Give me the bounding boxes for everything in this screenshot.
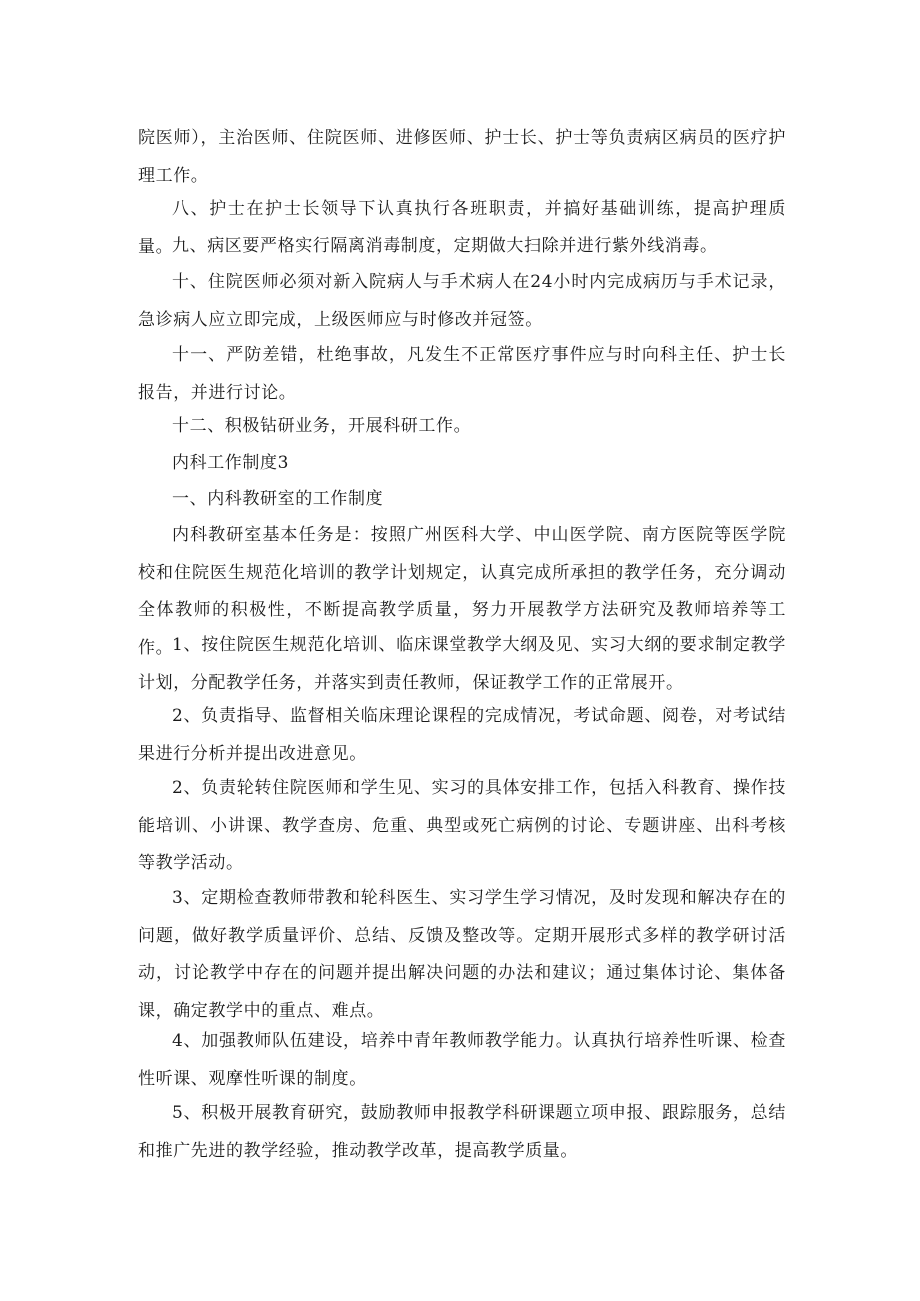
- paragraph-item-9: 九、病区要严格实行隔离消毒制度，定期做大扫除并进行紫外线消毒。: [172, 236, 718, 256]
- paragraph-continuation: 院医师），主治医师、住院医师、进修医师、护士长、护士等负责病区病员的医疗护理工作。: [138, 128, 786, 186]
- paragraph-task-3: 3、定期检查教师带教和轮科医生、实习学生学习情况，及时发现和解决存在的问题，做好教学质量评价、总结、反馈及整改等。定期开展形式多样的教学研讨活动，讨论教学中存在的问题并提出解决问题的办法和建议；通过集体讨论、集体备课，确定教学中的重点、难点。: [138, 888, 786, 1021]
- paragraph-item-12: 十二、积极钻研业务，开展科研工作。: [172, 416, 472, 436]
- paragraph-item-8: 八、护士在护士长领导下认真执行各班职责，并搞好基础训练，提高护理质量。: [138, 199, 786, 257]
- paragraph-task-2a: 2、负责指导、监督相关临床理论课程的完成情况，考试命题、阅卷，对考试结果进行分析并提出改进意见。: [138, 706, 786, 764]
- paragraph-task-2b: 2、负责轮转住院医师和学生见、实习的具体安排工作，包括入科教育、操作技能培训、小讲课、教学查房、危重、典型或死亡病例的讨论、专题讲座、出科考核等教学活动。: [138, 778, 786, 873]
- paragraph-item-11: 十一、严防差错，杜绝事故，凡发生不正常医疗事件应与时向科主任、护士长报告，并进行讨论。: [138, 345, 786, 403]
- paragraph-task-5: 5、积极开展教育研究，鼓励教师申报教学科研课题立项申报、跟踪服务，总结和推广先进的教学经验，推动教学改革，提高教学质量。: [138, 1103, 786, 1161]
- paragraph-task-4: 4、加强教师队伍建设，培养中青年教师教学能力。认真执行培养性听课、检查性听课、观摩性听课的制度。: [138, 1031, 786, 1089]
- paragraph-item-10: 十、住院医师必须对新入院病人与手术病人在24小时内完成病历与手术记录，急诊病人应立即完成，上级医师应与时修改并冠签。: [138, 272, 786, 330]
- paragraph-intro: 内科教研室基本任务是：按照广州医科大学、中山医学院、南方医院等医学院校和住院医生规范化培训的教学计划规定，认真完成所承担的教学任务，充分调动全体教师的积极性，不断提高教学质量，努力开展教学方法研究及教师培养等工作。: [138, 525, 786, 658]
- section-title: 内科工作制度3: [172, 453, 290, 473]
- paragraph-task-1: 1、按住院医生规范化培训、临床课堂教学大纲及见、实习大纲的要求制定教学计划，分配教学任务，并落实到责任教师，保证教学工作的正常展开。: [138, 635, 786, 693]
- section-heading: 一、内科教研室的工作制度: [172, 489, 384, 509]
